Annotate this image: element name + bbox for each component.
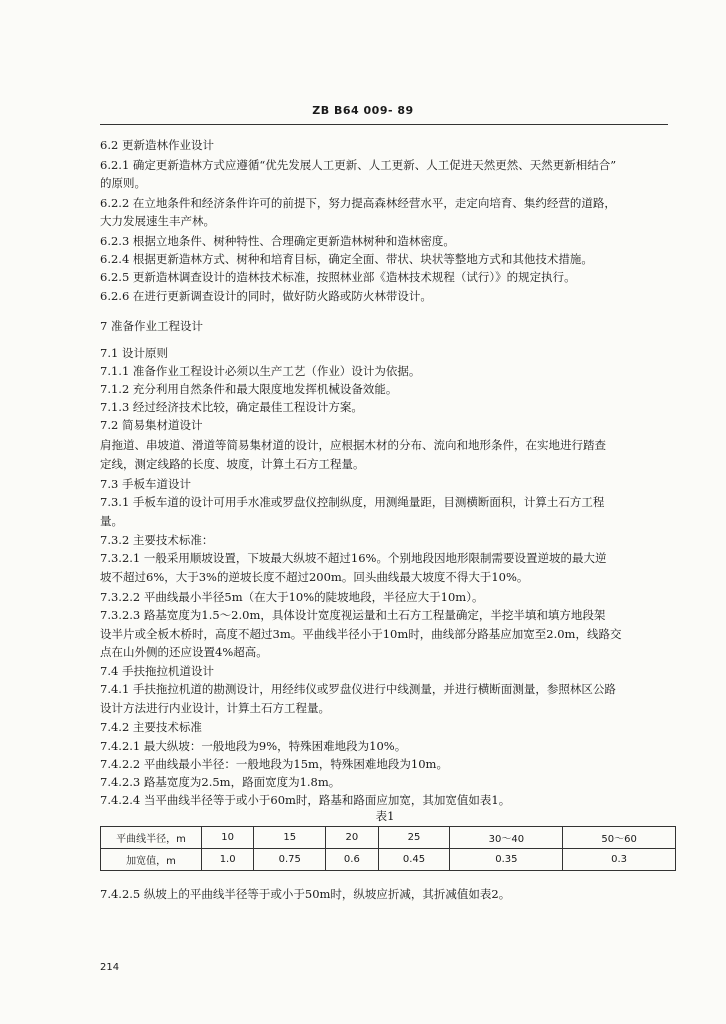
text-line: 肩拖道、串坡道、滑道等简易集材道的设计，应根据木材的分布、流向和地形条件，在实地进行踏查 <box>100 438 606 452</box>
text-line: 6.2.6 在进行更新调查设计的同时，做好防火路或防火林带设计。 <box>100 289 432 303</box>
text-line: 6.2 更新造林作业设计 <box>100 138 214 152</box>
text-line: 7.4.2 主要技术标准 <box>100 720 202 734</box>
page-number: 214 <box>100 962 120 973</box>
text-line: 7.1.1 准备作业工程设计必须以生产工艺（作业）设计为依据。 <box>100 364 421 378</box>
text-line: 设计方法进行内业设计，计算土石方工程量。 <box>100 701 330 715</box>
table-cell: 0.35 <box>450 849 563 871</box>
table-row <box>101 827 676 849</box>
row-header-widening: 加宽值，m <box>101 849 202 871</box>
text-line: 6.2.5 更新造林调查设计的造林技术标准，按照林业部《造林技术规程（试行）》的规定执行。 <box>100 270 576 284</box>
text-line: 6.2.4 根据更新造林方式、树种和培育目标，确定全面、带状、块状等整地方式和其他技术措施。 <box>100 252 593 266</box>
table-cell: 15 <box>254 827 326 849</box>
text-line: 7.4.2.4 当平曲线半径等于或小于60m时，路基和路面应加宽，其加宽值如表1。 <box>100 793 511 807</box>
text-line: 7.4.1 手扶拖拉机道的勘测设计，用经纬仪或罗盘仪进行中线测量，并进行横断面测量，参照林区公路 <box>100 682 616 696</box>
row-header-radius: 平曲线半径，m <box>101 827 202 849</box>
table-cell: 30～40 <box>450 827 563 849</box>
text-line: 点在山外侧的还应设置4%超高。 <box>100 645 268 659</box>
table-cell: 1.0 <box>202 849 254 871</box>
text-line: 7.1 设计原则 <box>100 346 168 360</box>
text-line: 7.4.2.5 纵坡上的平曲线半径等于或小于50m时，纵坡应折减，其折减值如表2。 <box>100 887 511 901</box>
header-rule <box>100 124 668 125</box>
table-cell: 0.75 <box>254 849 326 871</box>
text-line: 定线，测定线路的长度、坡度，计算土石方工程量。 <box>100 457 365 471</box>
table-1 <box>100 826 676 871</box>
table-cell: 50～60 <box>563 827 676 849</box>
text-line: 7.3.2.1 一般采用顺坡设置，下坡最大纵坡不超过16%。个别地段因地形限制需要设置逆坡的最大逆 <box>100 551 607 565</box>
text-line: 7.4.2.1 最大纵坡：一般地段为9%，特殊困难地段为10%。 <box>100 739 407 753</box>
table-cell: 0.3 <box>563 849 676 871</box>
table-cell: 20 <box>326 827 378 849</box>
table-row <box>101 849 676 871</box>
text-line: 7.4 手扶拖拉机道设计 <box>100 664 214 678</box>
text-line: 大力发展速生丰产林。 <box>100 214 215 228</box>
text-line: 7.3 手板车道设计 <box>100 477 191 491</box>
standard-code-header: ZB B64 009- 89 <box>312 104 414 117</box>
text-line: 7.3.1 手板车道的设计可用手水准或罗盘仪控制纵度，用测绳量距，目测横断面积，计算土石方工程 <box>100 495 605 509</box>
table-cell: 0.6 <box>326 849 378 871</box>
text-line: 量。 <box>100 514 123 528</box>
text-line: 7.1.2 充分利用自然条件和最大限度地发挥机械设备效能。 <box>100 382 398 396</box>
table-cell: 0.45 <box>378 849 450 871</box>
table-cell: 25 <box>378 827 450 849</box>
text-line: 7 准备作业工程设计 <box>100 319 203 333</box>
text-line: 7.1.3 经过经济技术比较，确定最佳工程设计方案。 <box>100 400 363 414</box>
text-line: 的原则。 <box>100 176 146 190</box>
text-line: 6.2.3 根据立地条件、树种特性、合理确定更新造林树种和造林密度。 <box>100 234 455 248</box>
text-line: 7.3.2 主要技术标准： <box>100 533 214 547</box>
text-line: 7.2 简易集材道设计 <box>100 418 203 432</box>
text-line: 坡不超过6%，大于3%的逆坡长度不超过200m。回头曲线最大坡度不得大于10%。 <box>100 570 529 584</box>
text-line: 6.2.1 确定更新造林方式应遵循“优先发展人工更新、人工更新、人工促进天然更然、天然更新相结合” <box>100 158 617 172</box>
text-line: 设半片或全板木桥时，高度不超过3m。平曲线半径小于10m时，曲线部分路基应加宽至2.0m，线路交 <box>100 627 622 641</box>
text-line: 7.3.2.2 平曲线最小半径5m（在大于10%的陡坡地段，半径应大于10m）。 <box>100 590 484 604</box>
table-cell: 10 <box>202 827 254 849</box>
text-line: 7.3.2.3 路基宽度为1.5～2.0m，具体设计宽度视运量和土石方工程量确定，半挖半填和填方地段架 <box>100 608 606 622</box>
table-caption: 表1 <box>375 809 395 823</box>
text-line: 7.4.2.2 平曲线最小半径：一般地段为15m，特殊困难地段为10m。 <box>100 757 448 771</box>
text-line: 6.2.2 在立地条件和经济条件许可的前提下，努力提高森林经营水平，走定向培育、集约经营的道路， <box>100 196 616 210</box>
text-line: 7.4.2.3 路基宽度为2.5m，路面宽度为1.8m。 <box>100 775 341 789</box>
